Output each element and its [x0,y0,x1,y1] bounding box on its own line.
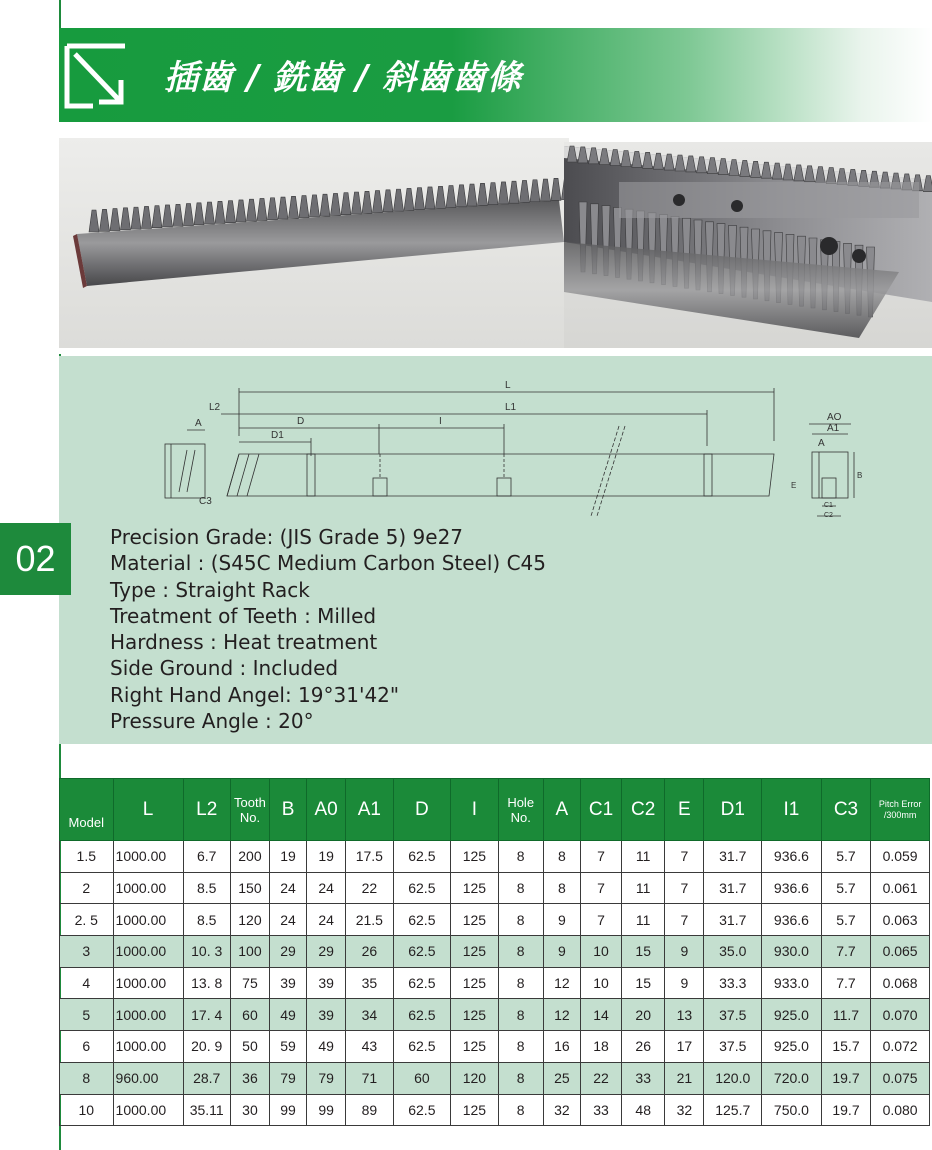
table-cell: 24 [270,904,307,936]
table-cell: 12 [543,967,580,999]
table-cell: 62.5 [393,967,451,999]
table-cell: 99 [307,1094,346,1126]
table-cell: 31.7 [704,904,762,936]
column-header-a1: A1 [346,779,393,841]
table-cell: 8 [498,1031,543,1063]
column-header-i1: I1 [762,779,822,841]
table-cell: 62.5 [393,1094,451,1126]
table-cell: 43 [346,1031,393,1063]
table-cell: 32 [665,1094,704,1126]
table-cell: 7.7 [821,936,870,968]
table-cell: 936.6 [762,872,822,904]
table-cell: 28.7 [183,1062,230,1094]
table-cell: 35.11 [183,1094,230,1126]
table-cell: 1000.00 [113,999,183,1031]
table-cell: 8.5 [183,904,230,936]
column-header-label: Tooth [234,794,266,810]
column-header-l2: L2 [183,779,230,841]
table-cell: 0.061 [871,872,930,904]
dim-label-D: D [297,416,305,427]
table-cell: 8 [498,936,543,968]
table-cell: 11 [622,904,665,936]
table-cell: 11 [622,872,665,904]
table-cell: 125 [451,1031,498,1063]
spec-type: Type : Straight Rack [110,577,310,602]
table-cell: 14 [580,999,621,1031]
table-cell: 8.5 [183,872,230,904]
table-cell: 9 [543,936,580,968]
table-cell: 48 [622,1094,665,1126]
table-cell: 35 [346,967,393,999]
table-cell: 125 [451,967,498,999]
spec-material: Material : (S45C Medium Carbon Steel) C45 [110,551,546,576]
table-cell: 33.3 [704,967,762,999]
table-cell: 125.7 [704,1094,762,1126]
table-cell: 25 [543,1062,580,1094]
table-cell: 60 [393,1062,451,1094]
table-cell: 0.065 [871,936,930,968]
table-cell: 21 [665,1062,704,1094]
table-cell: 8 [543,841,580,873]
table-cell: 12 [543,999,580,1031]
table-cell: 32 [543,1094,580,1126]
technical-drawing [159,366,879,526]
table-cell: 1000.00 [113,904,183,936]
table-cell: 10 [580,936,621,968]
table-cell: 24 [270,872,307,904]
column-header-label: Pitch Error [878,798,922,809]
table-cell: 9 [665,936,704,968]
table-cell: 925.0 [762,999,822,1031]
table-cell: 62.5 [393,1031,451,1063]
table-cell: 62.5 [393,936,451,968]
page-title: 插齒 / 銑齒 / 斜齒齒條 [164,58,523,98]
table-row [60,1062,930,1094]
table-cell: 49 [307,1031,346,1063]
table-cell: 1000.00 [113,936,183,968]
table-cell: 21.5 [346,904,393,936]
table-row [60,1031,930,1063]
table-cell: 1000.00 [113,1094,183,1126]
table-cell: 3 [60,936,114,968]
table-cell: 125 [451,1094,498,1126]
table-cell: 120 [230,904,269,936]
table-cell: 1000.00 [113,841,183,873]
table-cell: 22 [580,1062,621,1094]
table-cell: 125 [451,936,498,968]
table-cell: 8 [498,967,543,999]
table-cell: 9 [665,967,704,999]
table-row [60,904,930,936]
table-cell: 75 [230,967,269,999]
table-cell: 10. 3 [183,936,230,968]
table-cell: 16 [543,1031,580,1063]
table-cell: 62.5 [393,841,451,873]
table-cell: 0.059 [871,841,930,873]
table-header-row [60,779,930,841]
column-header-hole [498,779,543,841]
table-row [60,967,930,999]
table-cell: 15 [622,967,665,999]
arrow-down-right-icon [63,42,129,110]
column-header-a0: A0 [307,779,346,841]
dim-label-D1: D1 [271,430,284,441]
table-cell: 936.6 [762,904,822,936]
column-header-c2: C2 [622,779,665,841]
dim-label-C3: C3 [199,496,212,507]
column-header-a: A [543,779,580,841]
table-cell: 7 [665,841,704,873]
dim-label-L1: L1 [505,402,517,413]
table-cell: 17. 4 [183,999,230,1031]
table-cell: 33 [580,1094,621,1126]
column-header-d: D [393,779,451,841]
table-cell: 11.7 [821,999,870,1031]
spec-teeth-treatment: Treatment of Teeth : Milled [110,603,377,628]
table-cell: 6 [60,1031,114,1063]
dim-label-E: E [791,481,797,490]
table-cell: 71 [346,1062,393,1094]
table-cell: 1000.00 [113,872,183,904]
table-cell: 31.7 [704,841,762,873]
column-header-c3: C3 [821,779,870,841]
table-cell: 99 [270,1094,307,1126]
table-cell: 933.0 [762,967,822,999]
table-cell: 8 [498,999,543,1031]
table-cell: 8 [498,904,543,936]
dim-label-A-right: A [818,438,825,449]
table-cell: 19 [270,841,307,873]
table-cell: 8 [498,1062,543,1094]
table-cell: 79 [270,1062,307,1094]
table-cell: 62.5 [393,904,451,936]
table-cell: 5.7 [821,841,870,873]
table-cell: 6.7 [183,841,230,873]
dim-label-I: I [439,416,442,427]
table-cell: 19.7 [821,1094,870,1126]
table-row [60,872,930,904]
column-header-label: Hole [507,794,535,810]
table-cell: 125 [451,872,498,904]
dim-label-A0: AO [827,412,842,423]
table-cell: 39 [270,967,307,999]
table-cell: 35.0 [704,936,762,968]
column-header-sublabel: No. [510,809,531,825]
table-cell: 120.0 [704,1062,762,1094]
table-cell: 62.5 [393,872,451,904]
table-cell: 26 [346,936,393,968]
table-cell: 720.0 [762,1062,822,1094]
spec-side-ground: Side Ground : Included [110,656,339,681]
table-cell: 2 [60,872,114,904]
table-cell: 125 [451,999,498,1031]
table-cell: 59 [270,1031,307,1063]
table-cell: 925.0 [762,1031,822,1063]
table-cell: 13 [665,999,704,1031]
table-cell: 20 [622,999,665,1031]
table-cell: 1000.00 [113,967,183,999]
table-cell: 5.7 [821,904,870,936]
table-cell: 100 [230,936,269,968]
table-cell: 960.00 [113,1062,183,1094]
table-cell: 7 [580,841,621,873]
table-cell: 11 [622,841,665,873]
spec-hardness: Hardness : Heat treatment [110,630,378,655]
table-cell: 0.075 [871,1062,930,1094]
table-cell: 8 [498,841,543,873]
table-cell: 19.7 [821,1062,870,1094]
table-cell: 5 [60,999,114,1031]
column-header-c1: C1 [580,779,621,841]
table-cell: 50 [230,1031,269,1063]
table-cell: 4 [60,967,114,999]
table-cell: 5.7 [821,872,870,904]
table-cell: 8 [60,1062,114,1094]
dim-label-A1: A1 [827,423,840,434]
table-cell: 0.063 [871,904,930,936]
spec-pressure-angle: Pressure Angle : 20° [110,709,314,734]
table-cell: 930.0 [762,936,822,968]
table-cell: 30 [230,1094,269,1126]
column-header-sublabel: No. [239,809,261,825]
column-header-l: L [113,779,183,841]
table-cell: 120 [451,1062,498,1094]
spec-helix-angle: Right Hand Angel: 19°31'42" [110,682,400,707]
column-header-pitch-error [871,779,930,841]
column-header-i: I [451,779,498,841]
table-cell: 7 [580,904,621,936]
table-cell: 7 [665,872,704,904]
table-row [60,936,930,968]
table-cell: 750.0 [762,1094,822,1126]
table-cell: 24 [307,904,346,936]
table-cell: 33 [622,1062,665,1094]
table-cell: 1.5 [60,841,114,873]
dim-label-L2: L2 [209,402,221,413]
table-cell: 0.070 [871,999,930,1031]
dim-label-B: B [857,471,863,480]
header-banner [59,28,932,122]
table-cell: 20. 9 [183,1031,230,1063]
table-cell: 18 [580,1031,621,1063]
table-cell: 26 [622,1031,665,1063]
table-cell: 39 [307,967,346,999]
table-cell: 150 [230,872,269,904]
table-cell: 7 [665,904,704,936]
column-header-model: Model [60,779,114,841]
table-cell: 19 [307,841,346,873]
table-cell: 0.068 [871,967,930,999]
table-cell: 24 [307,872,346,904]
dimension-table [59,778,930,1126]
table-row [60,1094,930,1126]
column-header-b: B [270,779,307,841]
table-cell: 7 [580,872,621,904]
table-cell: 8 [498,1094,543,1126]
table-cell: 13. 8 [183,967,230,999]
table-cell: 0.080 [871,1094,930,1126]
dim-label-L: L [505,380,511,391]
table-cell: 2. 5 [60,904,114,936]
table-cell: 31.7 [704,872,762,904]
section-number-badge: 02 [0,523,71,595]
column-header-d1: D1 [704,779,762,841]
table-cell: 60 [230,999,269,1031]
gear-rack-illustration [59,122,932,354]
table-cell: 29 [307,936,346,968]
table-row [60,999,930,1031]
spec-precision-grade: Precision Grade: (JIS Grade 5) 9e27 [110,525,464,549]
table-cell: 22 [346,872,393,904]
table-cell: 9 [543,904,580,936]
table-cell: 8 [498,872,543,904]
product-photo [59,122,932,354]
table-cell: 79 [307,1062,346,1094]
table-cell: 8 [543,872,580,904]
column-header-e: E [665,779,704,841]
table-cell: 10 [60,1094,114,1126]
column-header-sublabel: /300mm [883,809,917,820]
table-cell: 15 [622,936,665,968]
table-cell: 89 [346,1094,393,1126]
table-cell: 200 [230,841,269,873]
dim-label-C1: C1 [824,502,833,509]
table-cell: 10 [580,967,621,999]
column-header-tooth [230,779,269,841]
dim-label-C2: C2 [824,512,833,519]
table-cell: 34 [346,999,393,1031]
table-cell: 17 [665,1031,704,1063]
table-row [60,841,930,873]
table-cell: 62.5 [393,999,451,1031]
table-cell: 37.5 [704,1031,762,1063]
table-cell: 29 [270,936,307,968]
table-cell: 936.6 [762,841,822,873]
table-cell: 1000.00 [113,1031,183,1063]
table-cell: 17.5 [346,841,393,873]
table-cell: 37.5 [704,999,762,1031]
table-cell: 39 [307,999,346,1031]
table-cell: 49 [270,999,307,1031]
table-cell: 125 [451,904,498,936]
table-body [60,841,930,1126]
table-cell: 125 [451,841,498,873]
table-cell: 7.7 [821,967,870,999]
dim-label-A-left: A [195,418,202,429]
spec-list [110,524,546,734]
table-cell: 36 [230,1062,269,1094]
table-cell: 0.072 [871,1031,930,1063]
table-cell: 15.7 [821,1031,870,1063]
